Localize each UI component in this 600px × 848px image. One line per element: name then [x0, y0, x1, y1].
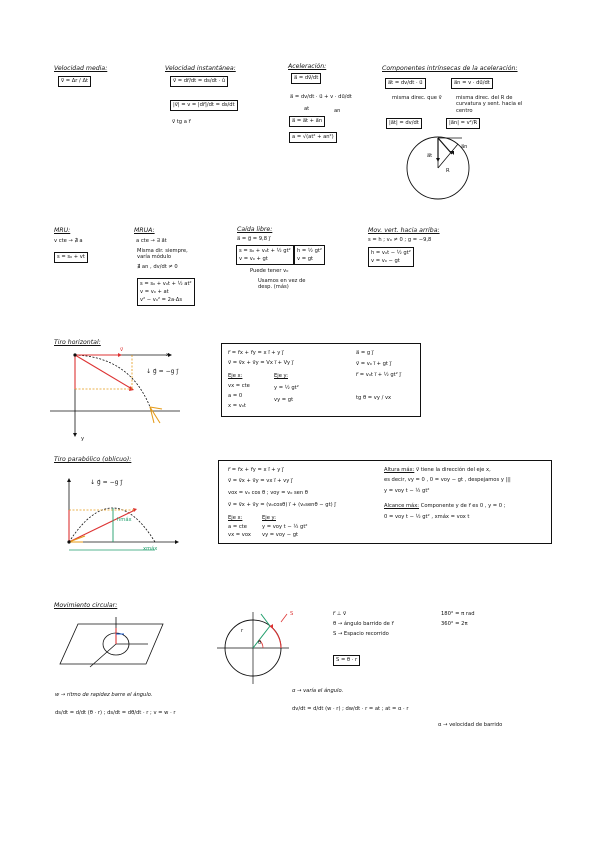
movimiento-circular-title: Movimiento circular:: [54, 602, 118, 609]
velocidad-instantanea-formula: v⃗ = dr⃗/dt = ds/dt · û: [170, 76, 228, 87]
tp-alt2: es decir, vy = 0 , 0 = voy − gt , despejamos y |||: [384, 477, 511, 483]
velocidad-instantanea-title: Velocidad instantánea:: [165, 65, 236, 72]
mov-vertical-line: s = h ; v₀ ≠ 0 ; g = −9,8: [368, 237, 432, 243]
th-y-label: y: [81, 436, 85, 442]
tp-ejey: Eje y:: [262, 515, 276, 521]
aceleracion-an-label: an: [334, 108, 341, 114]
caida-libre-box-b: [294, 245, 325, 265]
th-ex2: a = 0: [228, 393, 243, 399]
tp-hmax-label: hmáx: [117, 517, 132, 523]
circ-c2: 360° = 2π: [441, 621, 468, 627]
w-title: w → ritmo de rapidez barre el ángulo.: [55, 692, 153, 698]
th-ey2: vy = gt: [274, 397, 294, 403]
aceleracion-suma: a⃗ = a⃗t + a⃗n: [289, 116, 325, 127]
circ-theta-label: θ: [258, 640, 262, 646]
caida-libre-box-a: [236, 245, 294, 265]
mrua-formulas: [137, 278, 195, 306]
th-r2: v⃗ = v₀ i⃗ + gt j⃗: [356, 361, 392, 367]
th-ey1: y = ½ gt²: [274, 385, 299, 391]
th-x-label: x: [166, 352, 170, 358]
mrua-title: MRUA:: [134, 227, 155, 234]
tiro-horizontal-title: Tiro horizontal:: [54, 339, 101, 346]
tp-alcance: [384, 503, 506, 509]
caida-note1: Puede tener v₀: [250, 268, 289, 274]
tiro-parabolico-title: Tiro parabólico (oblicuo):: [54, 456, 132, 463]
velocidad-instantanea-modulo: |v⃗| = v = |dr⃗|/dt = ds/dt: [170, 100, 238, 111]
mrua-line: a cte → ∃ a⃗t: [136, 238, 167, 244]
caida-f3: h = ½ gt²: [297, 248, 323, 254]
th-ex3: x = v₀t: [228, 403, 246, 409]
tp-altura: [384, 467, 491, 473]
circular-3d-diagram: [58, 612, 168, 672]
mrua-an: ∄ an , dv/dt ≠ 0: [137, 264, 178, 270]
mru-line: v cte → ∄ a: [54, 238, 83, 244]
th-ex1: vx = cte: [228, 383, 250, 389]
aceleracion-at-label: at: [304, 106, 310, 112]
caida-f4: v = gt: [297, 256, 314, 262]
mov-vertical-title: Mov. vert. hacia arriba:: [368, 227, 440, 234]
tp-alcance-text: Componente y de r⃗ es 0 , y = 0 ;: [419, 503, 506, 509]
tp-altura-title: Altura máx:: [384, 467, 415, 473]
tp-ex1: a = cte: [228, 524, 247, 530]
mrua-note: Misma dir. siempre, varía módulo: [137, 248, 188, 261]
tp-altura-text: v⃗ tiene la dirección del eje x,: [414, 467, 491, 473]
tp-ey1: y = voy t − ½ gt²: [262, 524, 308, 530]
velocidad-media-title: Velocidad media:: [54, 65, 108, 72]
circ-an-label: a⃗n: [461, 144, 468, 150]
circ-R-label: R: [446, 168, 450, 174]
tp-ejex: Eje x:: [228, 515, 243, 521]
circ-d4: S = θ · r: [333, 655, 360, 666]
tp-l1: r⃗ = r⃗x + r⃗y = x i⃗ + y j⃗: [228, 467, 284, 473]
circ-r-label: r: [241, 628, 244, 634]
aceleracion-title: Aceleración:: [288, 63, 327, 70]
circ-d2: θ → ángulo barrido de r⃗: [333, 621, 394, 627]
tp-ey2: vy = voy − gt: [262, 532, 299, 538]
mov-vertical-box: [368, 247, 414, 267]
comp-at-modulo: |a⃗t| = dv/dt: [386, 118, 422, 129]
w-formula: ds/dt = d/dt (θ · r) ; ds/dt = dθ/dt · r ; v = w · r: [55, 710, 176, 716]
alpha-note: α → velocidad de barrido: [438, 722, 503, 728]
th-ejex: Eje x:: [228, 373, 243, 379]
th-r1: a⃗ = g j⃗: [356, 350, 374, 356]
tiro-horizontal-diagram: [50, 345, 185, 440]
circ-d1: r⃗ ⊥ v⃗: [333, 611, 347, 617]
tp-gravity-label: ↓ g⃗ = −g j⃗: [90, 479, 122, 486]
comp-an-note: misma direc. del R de curvatura y sent. hacia el centro: [456, 95, 523, 114]
th-v-label: v⃗: [120, 347, 124, 353]
th-r4: tg θ = vy / vx: [356, 395, 392, 401]
comp-at-formula: a⃗t = dv/dt · u⃗: [385, 78, 426, 89]
th-gravity-label: ↓ g⃗ = −g j⃗: [146, 368, 178, 375]
tp-alcance-title: Alcance máx:: [384, 503, 420, 509]
caida-note2: Usamos en vez de desp. (más): [258, 278, 306, 291]
aceleracion-formula: a⃗ = dv⃗/dt: [291, 73, 321, 84]
tp-alt3: y = voy t − ½ gt²: [384, 488, 430, 494]
circular-acceleration-diagram: [400, 134, 480, 204]
aceleracion-expand: a⃗ = dv/dt · u⃗ + v · du⃗/dt: [290, 94, 352, 100]
th-ejey: Eje y:: [274, 373, 288, 379]
mv-f1: h = v₀t − ½ gt²: [371, 250, 411, 256]
th-l2: v⃗ = v⃗x + v⃗y = Vx i⃗ + Vy j⃗: [228, 360, 294, 366]
th-r3: r⃗ = v₀t i⃗ + ½ gt² j⃗: [356, 372, 401, 378]
componentes-intrinsecas-title: Componentes intrínsecas de la aceleración:: [382, 65, 518, 72]
velocidad-tangente-note: v⃗ tg a r⃗: [172, 119, 191, 125]
tp-l4: v⃗ = v⃗x + v⃗y = (v₀cosθ) i⃗ + (v₀senθ − gt) j⃗: [228, 502, 336, 508]
comp-at-note: misma direc. que v⃗: [392, 95, 442, 101]
tp-l3: vox = v₀ cos θ ; voy = v₀ sen θ: [228, 490, 308, 496]
alpha-formula: dv/dt = d/dt (w · r) ; dw/dt · r = at ; at = α · r: [292, 706, 409, 712]
caida-f2: v = v₀ + gt: [239, 256, 268, 262]
tp-alc2: 0 = voy t − ½ gt² , xmáx = vox t: [384, 514, 470, 520]
circ-c1: 180° = π rad: [441, 611, 475, 617]
caida-libre-title: Caída libre:: [237, 226, 273, 233]
mrua-f2: v = v₀ + at: [140, 289, 169, 295]
alpha-title: α → varía el ángulo.: [292, 688, 344, 694]
mv-f2: v = v₀ − gt: [371, 258, 400, 264]
tp-xmax-label: xmáx: [143, 546, 158, 552]
tp-ex2: vx = vox: [228, 532, 251, 538]
mrua-f1: s = s₀ + v₀t + ½ at²: [140, 281, 192, 287]
circ-at-label: a⃗t: [427, 153, 433, 159]
mru-formula: s = s₀ + vt: [54, 252, 88, 263]
circ-d3: S → Espacio recorrido: [333, 631, 389, 637]
mru-title: MRU:: [54, 227, 71, 234]
comp-an-formula: a⃗n = v · du⃗/dt: [451, 78, 493, 89]
circular-2d-diagram: [213, 608, 303, 688]
mrua-f3: v² − v₀² = 2a·Δs: [140, 297, 183, 303]
caida-f1: s = s₀ + v₀t + ½ gt²: [239, 248, 291, 254]
velocidad-media-formula: v̅ = Δr / Δt: [58, 76, 91, 87]
tp-l2: v⃗ = v⃗x + v⃗y = vx i⃗ + vy j⃗: [228, 478, 293, 484]
caida-libre-line: a⃗ = g⃗ = 9,8 j⃗: [237, 236, 271, 242]
th-l1: r⃗ = r⃗x + r⃗y = x i⃗ + y j⃗: [228, 350, 284, 356]
comp-an-modulo: |a⃗n| = v²/R: [446, 118, 480, 129]
circ-s-label: S: [290, 611, 294, 617]
aceleracion-modulo: a = √(at² + an²): [289, 132, 337, 143]
